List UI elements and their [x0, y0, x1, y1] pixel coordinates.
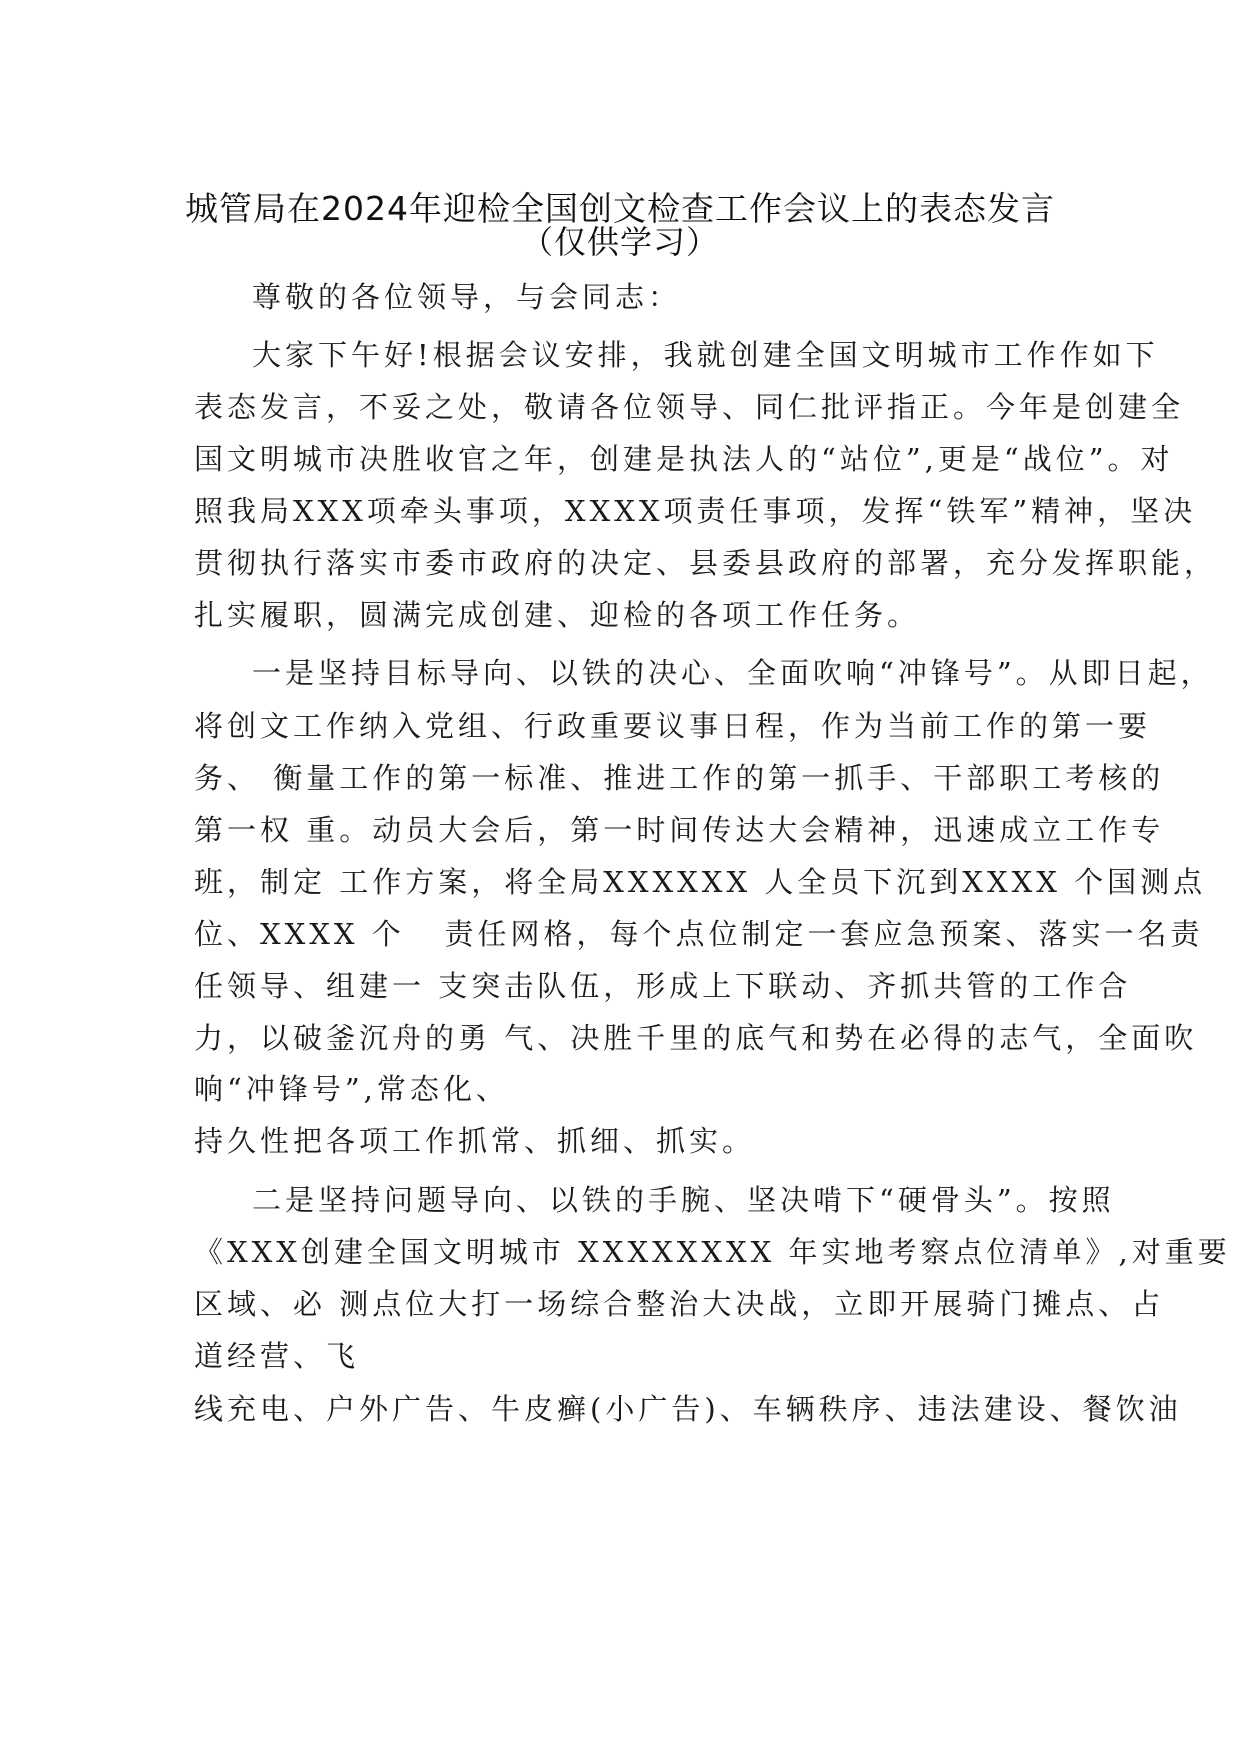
paragraph-3-line-3: 区域、必 测点位大打一场综合整治大决战，立即开展骑门摊点、占	[194, 1287, 1165, 1321]
paragraph-3-line-4: 道经营、飞	[194, 1339, 360, 1373]
paragraph-1-line-2: 表态发言，不妥之处，敬请各位领导、同仁批评指正。今年是创建全	[194, 390, 1185, 424]
document-subtitle: （仅供学习）	[520, 223, 719, 261]
paragraph-2-line-7: 任领导、组建一 支突击队伍，形成上下联动、齐抓共管的工作合	[194, 969, 1132, 1003]
paragraph-3-line-5: 线充电、户外广告、牛皮癣(小广告)、车辆秩序、违法建设、餐饮油	[194, 1392, 1182, 1426]
greeting-line: 尊敬的各位领导，与会同志：	[252, 280, 682, 314]
paragraph-2-line-6: 位、XXXX 个 责任网格，每个点位制定一套应急预案、落实一名责	[194, 917, 1204, 951]
paragraph-1-line-4: 照我局XXX项牵头事项，XXXX项责任事项，发挥“铁军”精神，坚决	[194, 494, 1197, 528]
paragraph-1-line-6: 扎实履职，圆满完成创建、迎检的各项工作任务。	[194, 598, 921, 632]
paragraph-2-line-10: 持久性把各项工作抓常、抓细、抓实。	[194, 1124, 756, 1158]
paragraph-2-line-5: 班，制定 工作方案，将全局XXXXXX 人全员下沉到XXXX 个国测点	[194, 865, 1207, 899]
paragraph-2-line-2: 将创文工作纳入党组、行政重要议事日程，作为当前工作的第一要	[194, 709, 1152, 743]
paragraph-2-line-9: 响“冲锋号”,常态化、	[194, 1072, 509, 1106]
paragraph-1-line-5: 贯彻执行落实市委市政府的决定、县委县政府的部署，充分发挥职能，	[194, 546, 1218, 580]
paragraph-2-line-4: 第一权 重。动员大会后，第一时间传达大会精神，迅速成立工作专	[194, 813, 1165, 847]
document-title: 城管局在2024年迎检全国创文检查工作会议上的表态发言	[185, 189, 1055, 228]
paragraph-2-line-3: 务、 衡量工作的第一标准、推进工作的第一抓手、干部职工考核的	[194, 761, 1165, 795]
paragraph-1-line-1: 大家下午好!根据会议安排，我就创建全国文明城市工作作如下	[252, 338, 1159, 372]
paragraph-2-line-8: 力，以破釜沉舟的勇 气、决胜千里的底气和势在必得的志气，全面吹	[194, 1021, 1198, 1055]
paragraph-1-line-3: 国文明城市决胜收官之年，创建是执法人的“站位”,更是“战位”。对	[194, 442, 1174, 476]
paragraph-2-line-1: 一是坚持目标导向、以铁的决心、全面吹响“冲锋号”。从即日起，	[252, 656, 1214, 690]
paragraph-3-line-2: 《XXX创建全国文明城市 XXXXXXXX 年实地考察点位清单》,对重要	[194, 1235, 1231, 1269]
paragraph-3-line-1: 二是坚持问题导向、以铁的手腕、坚决啃下“硬骨头”。按照	[252, 1183, 1115, 1217]
